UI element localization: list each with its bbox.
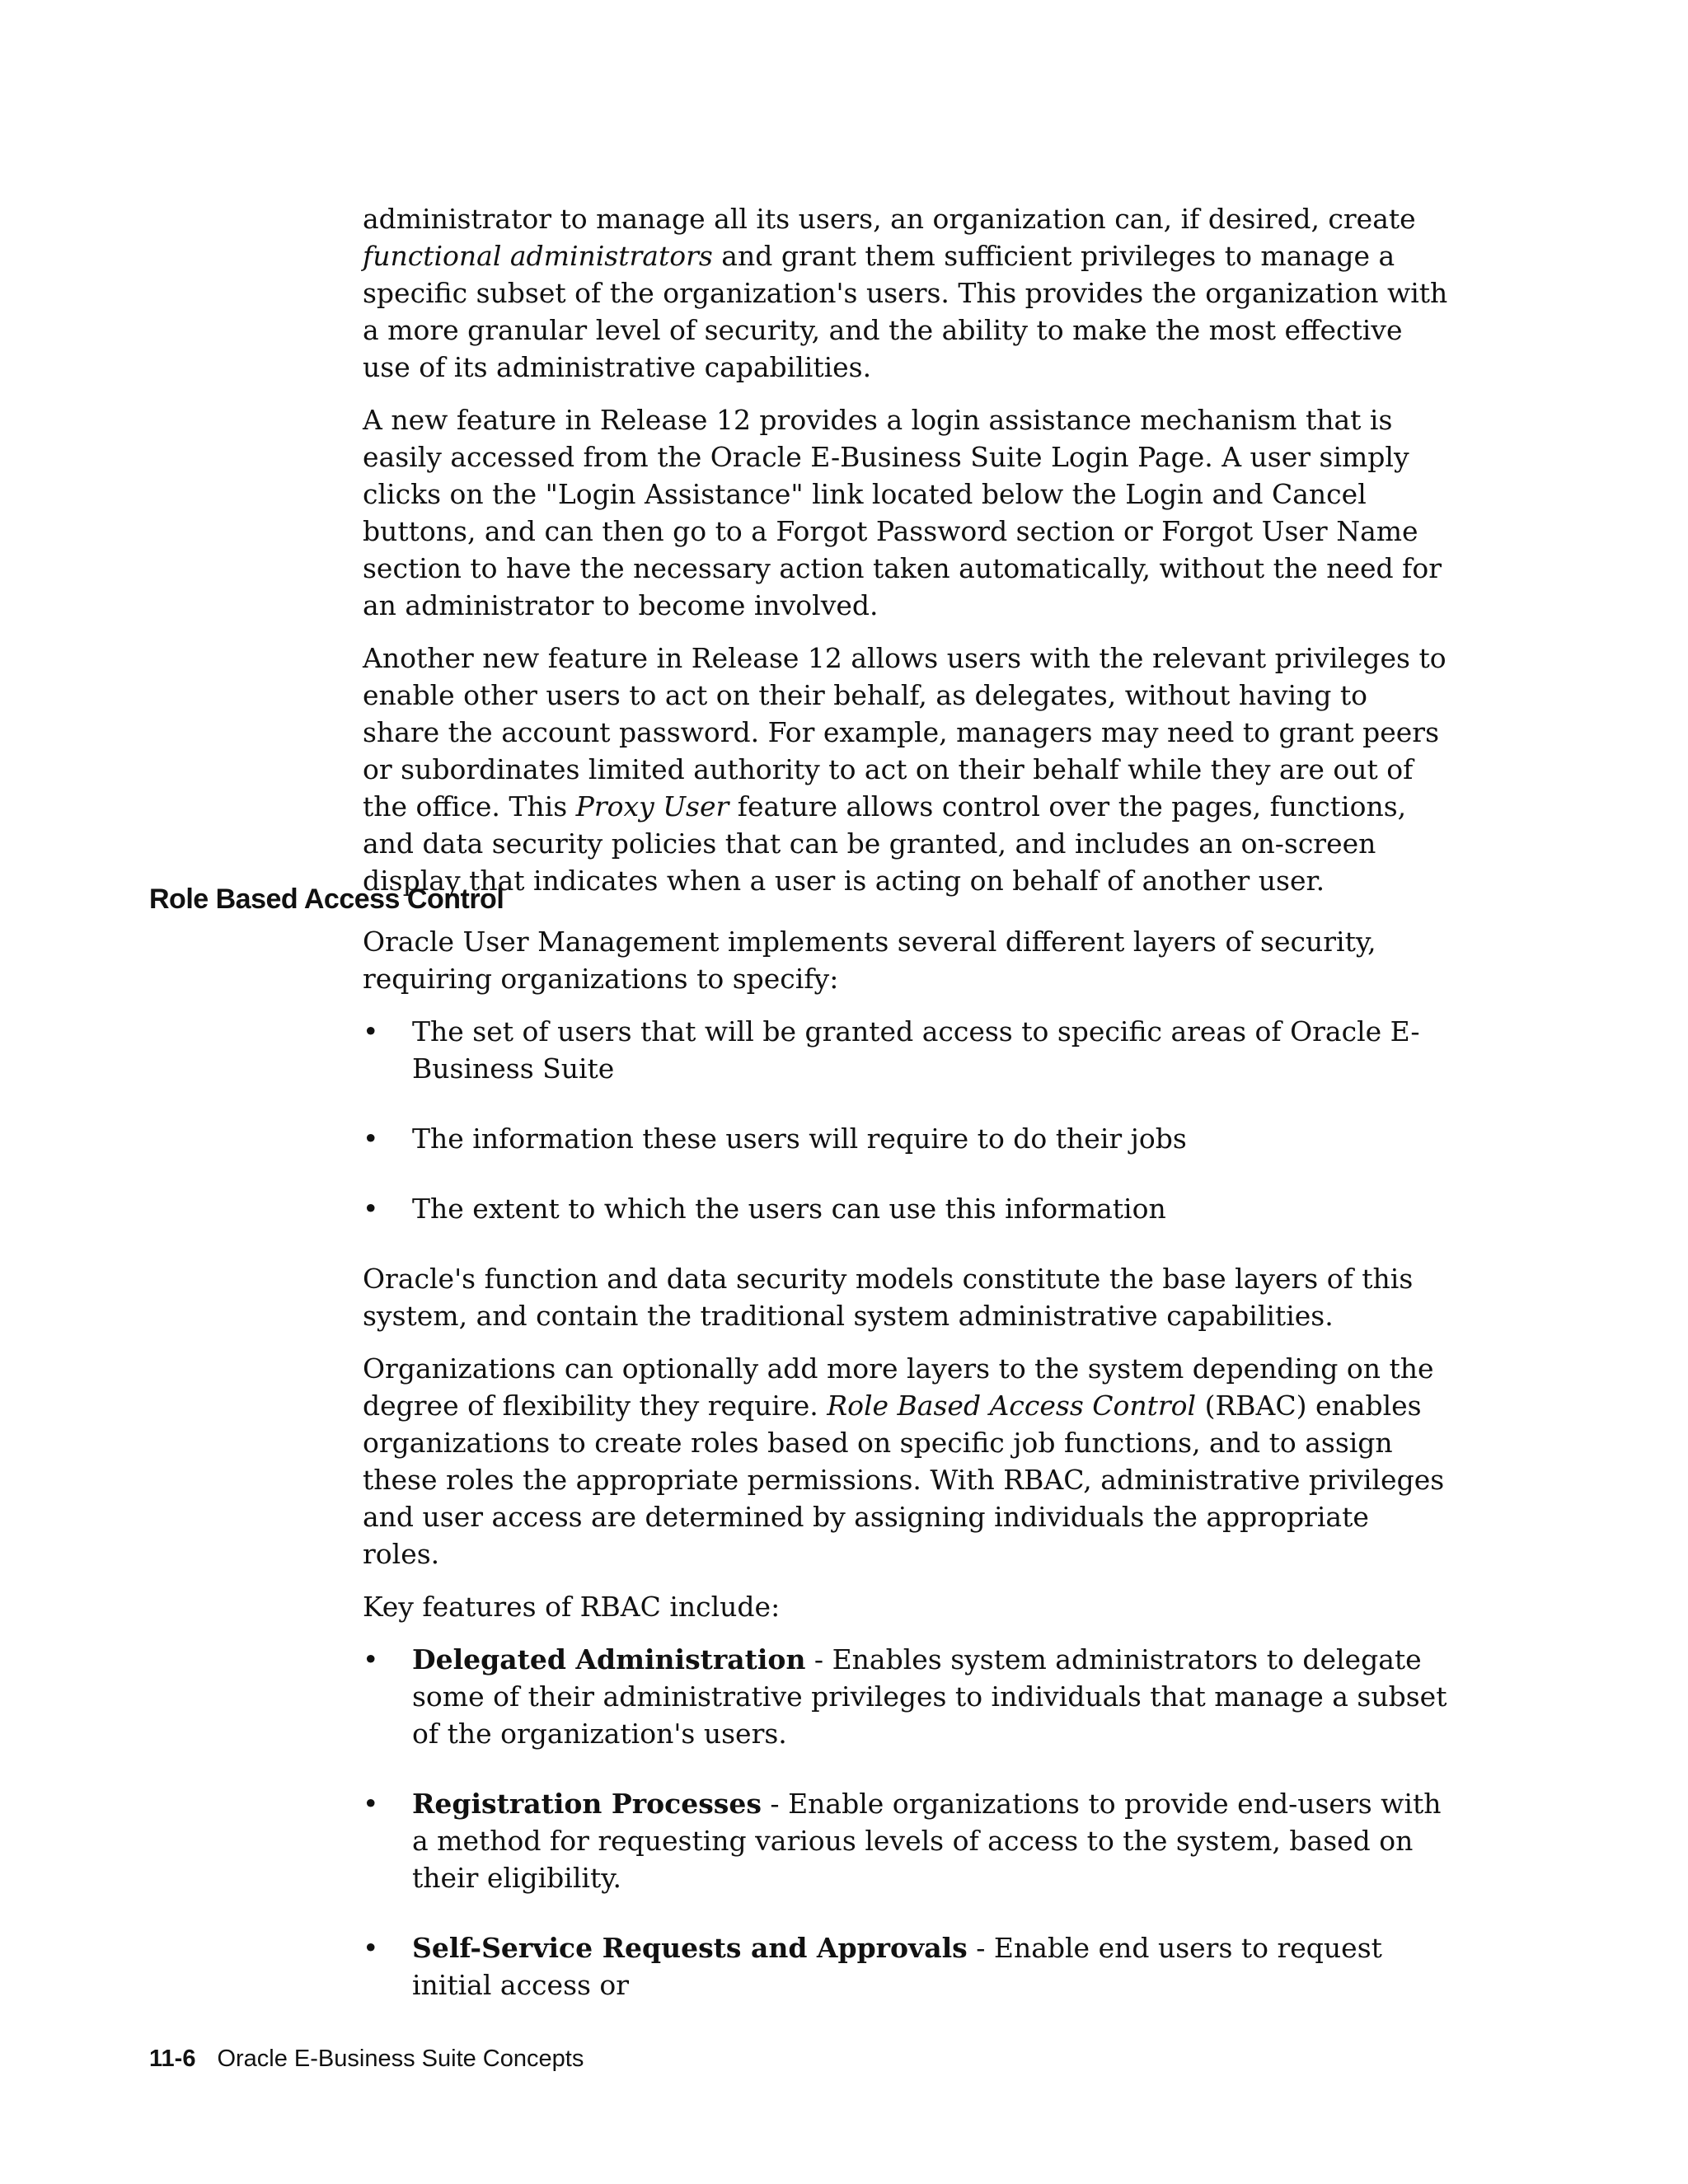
paragraph-rbac-layers <box>363 1350 1451 1572</box>
list-item <box>363 1013 1451 1087</box>
text-run: (RBAC) enables organizations to create roles based on specific job functions, and to assign these roles the appropriate permissions. With RBAC, administrative privileges and user access are determined by assigning individuals the appropriate roles. <box>363 1390 1445 1570</box>
paragraph-login-assistance: A new feature in Release 12 provides a login assistance mechanism that is easily accessed from the Oracle E-Business Suite Login Page. A user simply clicks on the "Login Assistance" link located below the Login and Cancel buttons, and can then go to a Forgot Password section or Forgot User Name section to have the necessary action taken automatically, without the need for an administrator to become involved. <box>363 404 1442 621</box>
list-item-text: The information these users will require to do their jobs <box>412 1122 1187 1155</box>
feature-term: Registration Processes <box>412 1788 762 1820</box>
feature-description: - Enable end users to request initial access or <box>412 1932 1382 2001</box>
paragraph-key-features: Key features of RBAC include: <box>363 1591 781 1623</box>
top-section <box>363 200 1451 915</box>
paragraph-proxy-user <box>363 640 1451 899</box>
text-run: Another new feature in Release 12 allows users with the relevant privileges to enable other users to act on their behalf, as delegates, without having to share the account password. For example, managers may need to grant peers or subordinates limited authority to act on their behalf while they are out of the office. This <box>363 642 1447 823</box>
list-item <box>363 1785 1451 1896</box>
page-number: 11-6 <box>149 2046 196 2072</box>
text-run: feature allows control over the pages, functions, and data security policies that can be granted, and includes an on-screen display that indicates when a user is acting on behalf of another user. <box>363 790 1407 897</box>
rbac-features-list <box>363 1641 1451 2004</box>
paragraph-security-models: Oracle's function and data security models constitute the base layers of this system, and contain the traditional system administrative capabilities. <box>363 1263 1414 1332</box>
bullet-icon: • <box>363 1015 379 1047</box>
emphasis-term: Proxy User <box>575 790 729 823</box>
list-item <box>363 1641 1451 1752</box>
bullet-icon: • <box>363 1643 379 1675</box>
list-item <box>363 1120 1451 1157</box>
book-title: Oracle E-Business Suite Concepts <box>217 2046 584 2072</box>
emphasis-term: Role Based Access Control <box>827 1390 1197 1422</box>
list-item-text: The set of users that will be granted access to specific areas of Oracle E-Business Suite <box>412 1015 1420 1085</box>
rbac-section <box>363 923 1451 2036</box>
feature-term: Self-Service Requests and Approvals <box>412 1932 968 1964</box>
section-heading-rbac: Role Based Access Control <box>149 883 504 915</box>
list-item <box>363 1190 1451 1227</box>
text-run: Organizations can optionally add more layers to the system depending on the degree of flexibility they require. <box>363 1352 1434 1422</box>
list-item-text: The extent to which the users can use this information <box>412 1193 1166 1225</box>
paragraph-functional-administrators <box>363 200 1451 386</box>
feature-description: - Enable organizations to provide end-users with a method for requesting various levels of access to the system, based on their eligibility. <box>412 1788 1442 1894</box>
specify-list <box>363 1013 1451 1227</box>
feature-term: Delegated Administration <box>412 1643 806 1675</box>
bullet-icon: • <box>363 1193 379 1225</box>
bullet-icon: • <box>363 1788 379 1820</box>
feature-description: - Enables system administrators to delegate some of their administrative privileges to individuals that manage a subset of the organization's users. <box>412 1643 1447 1750</box>
page-footer <box>149 2046 584 2073</box>
bullet-icon: • <box>363 1932 379 1964</box>
bullet-icon: • <box>363 1122 379 1155</box>
text-run: administrator to manage all its users, an organization can, if desired, create <box>363 203 1416 235</box>
text-run: and grant them sufficient privileges to manage a specific subset of the organization's users. This provides the organization with a more granular level of security, and the ability to make the most effective use of its administrative capabilities. <box>363 240 1448 383</box>
paragraph-rbac-intro: Oracle User Management implements several different layers of security, requiring organizations to specify: <box>363 926 1376 995</box>
emphasis-term: functional administrators <box>363 240 713 272</box>
list-item <box>363 1929 1451 2004</box>
